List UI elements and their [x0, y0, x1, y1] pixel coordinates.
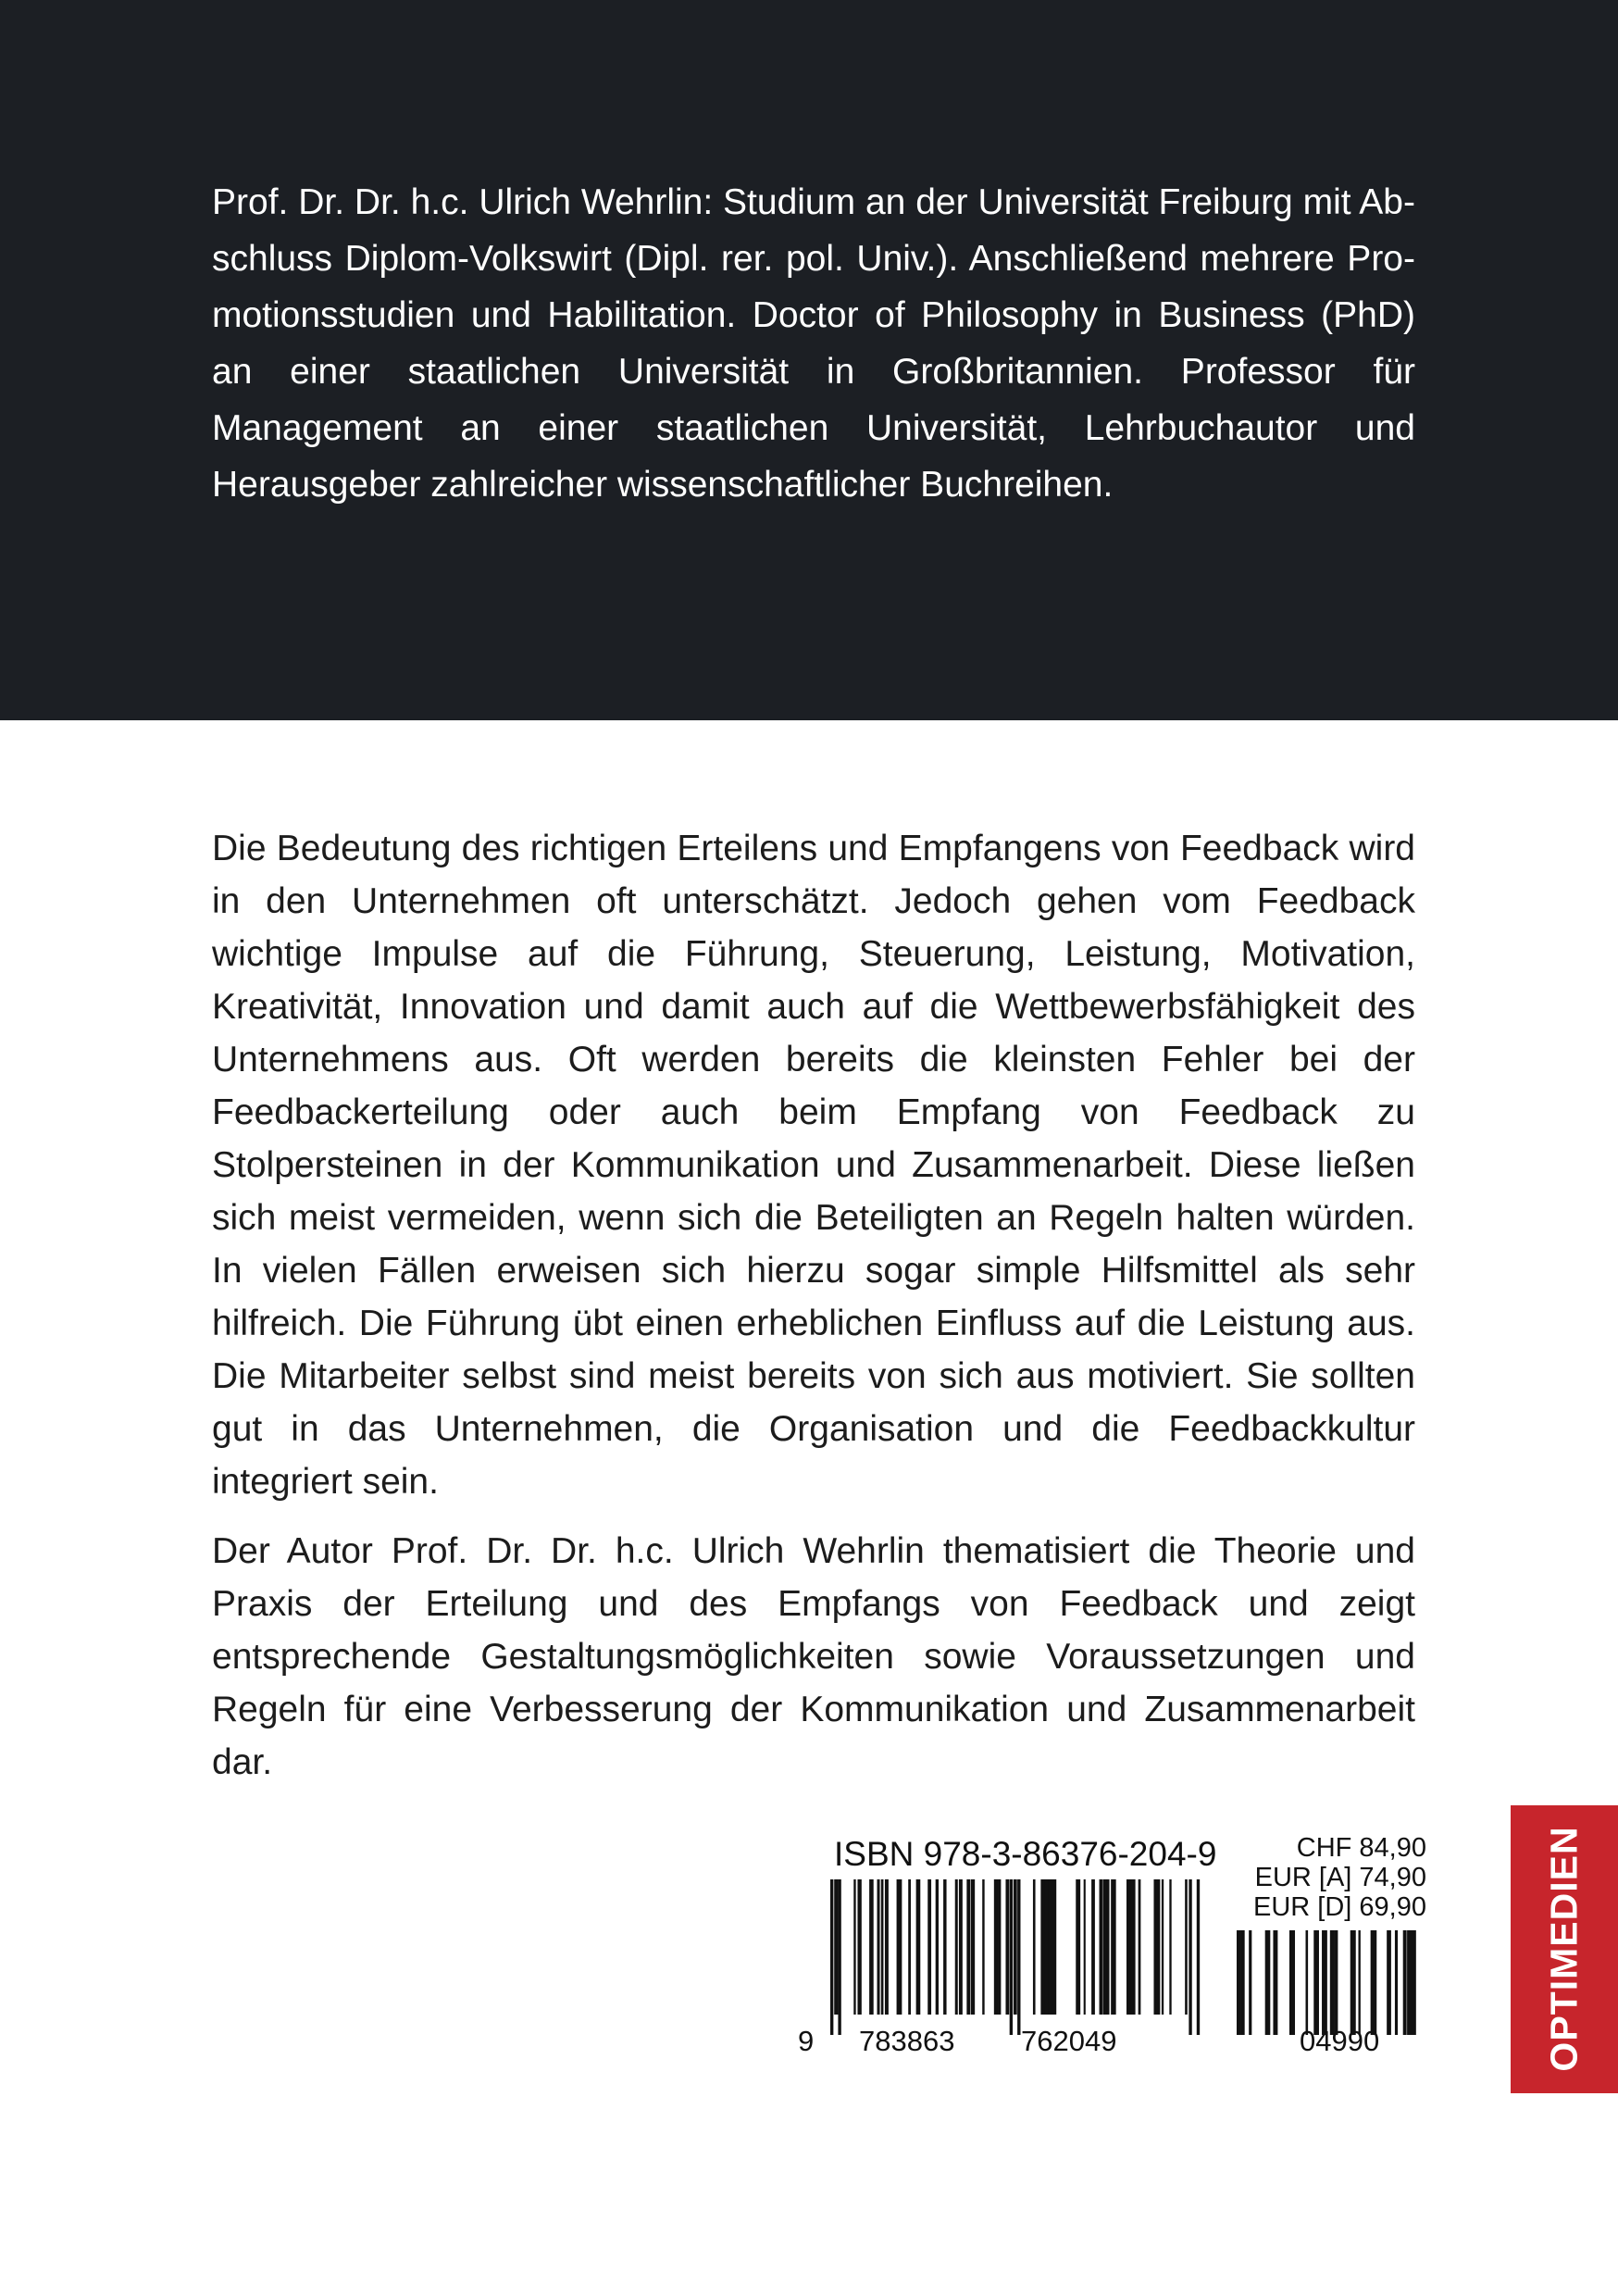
barcode-bar [936, 1879, 939, 2015]
barcode-bar [1350, 1930, 1356, 2035]
barcode-bar [959, 1879, 963, 2015]
barcode-bar [1014, 1879, 1017, 2015]
barcode-bar [1240, 1930, 1244, 2035]
barcode-bar [1017, 1879, 1020, 2035]
barcode-bar [1126, 1879, 1131, 2015]
barcode-bar [1403, 1930, 1407, 2035]
price-eur-d: EUR [D] 69,90 [1253, 1892, 1426, 1922]
barcode-bar [916, 1879, 921, 2015]
barcode-addon-digits: 04990 [1300, 2025, 1380, 2057]
barcode-right-digits: 762049 [1021, 2025, 1117, 2057]
barcode-bar [1076, 1879, 1080, 2015]
barcode-bar [1010, 1879, 1013, 2035]
barcode-bar [1185, 1879, 1188, 2015]
barcode-bar [1322, 1930, 1327, 2035]
barcode-bar [971, 1879, 976, 2015]
barcode-bar [1103, 1879, 1107, 2015]
price-chf: CHF 84,90 [1296, 1833, 1426, 1863]
barcode-bar [966, 1879, 970, 2015]
barcode-bar [897, 1879, 902, 2015]
barcode-bar [1189, 1879, 1191, 2035]
barcode-bar [1371, 1930, 1375, 2035]
barcode-bar [955, 1879, 958, 2015]
barcode-bar [877, 1879, 880, 2015]
barcode-bar [1197, 1879, 1200, 2035]
barcode-bar [1111, 1879, 1116, 2015]
barcode-bar [1100, 1879, 1103, 2015]
barcode-bar [834, 1879, 838, 2015]
price-list [1203, 1833, 1426, 1922]
barcode-bar [1237, 1930, 1240, 2035]
barcode-bar [1052, 1879, 1056, 2015]
barcode-bar [1358, 1930, 1360, 2035]
barcode-bar [1169, 1879, 1171, 2015]
barcode-bar [838, 1879, 840, 2035]
barcode-bar [1091, 1879, 1095, 2015]
barcode-bar [908, 1879, 911, 2015]
barcode-lead-digit: 9 [798, 2025, 815, 2057]
description-paragraph: Der Autor Prof. Dr. Dr. h.c. Ulrich Wehrlin thematisiert die Theorie und Praxis der Erteilung und des Empfangs von Feedback und zeigt entsprechende Gestaltungsmöglichkeiten sowie Voraussetzungen und Regeln für eine Verbesserung der Kommunikation und Zusammenarbeit dar. [212, 1531, 1415, 1782]
barcode-bar [1273, 1930, 1277, 2035]
barcode-bar [857, 1879, 861, 2015]
barcode-bar [1265, 1930, 1271, 2035]
barcode-bar [1049, 1879, 1053, 2015]
isbn-barcode [830, 1879, 1201, 2035]
barcode-bar [1084, 1879, 1086, 2015]
barcode-bar [1249, 1930, 1251, 2035]
barcode-bar [998, 1879, 1001, 2015]
publisher-logo [1511, 1805, 1618, 2093]
barcode-bar [927, 1879, 931, 2015]
barcode-bar [885, 1879, 889, 2015]
barcode-bar [1387, 1930, 1391, 2035]
price-eur-a: EUR [A] 74,90 [1254, 1863, 1426, 1892]
barcode-bar [1375, 1930, 1376, 2035]
barcode-bar [1033, 1879, 1036, 2015]
barcode-bar [881, 1879, 884, 2015]
description-paragraph: Die Bedeutung des richtigen Erteilens und Empfangens von Feedback wird in den Unternehmen oft unterschätzt. Jedoch gehen vom Feedback wichtige Impulse auf die Führung, Steuerung, Leistung, Motivation, Kreativität, Innovation und damit auch auf die Wettbewerbsfähigkeit des Unternehmens aus. Oft werden bereits die kleinsten Fehler bei der Feedbackerteilung oder auch beim Empfang von Feedback zu Stolpersteinen in der Kommunikation und Zusammenarbeit. Diese ließen sich meist vermeiden, wenn sich die Beteiligten an Regeln halten würden. In vielen Fällen erweisen sich hierzu sogar simple Hilfsmittel als sehr hilfreich. Die Führung übt einen erheblichen Einfluss auf die Leistung aus. Die Mitarbeiter selbst sind meist bereits von sich aus motiviert. Sie sollten gut in das Unternehmen, die Organisation und die Feedbackkultur integriert sein. [212, 829, 1415, 1502]
barcode-bar [1158, 1879, 1161, 2015]
barcode-bar [853, 1879, 855, 2015]
barcode-bar [869, 1879, 874, 2015]
barcode-bar [1334, 1930, 1338, 2035]
barcode-bar [1107, 1879, 1110, 2015]
isbn-label: ISBN 978-3-86376-204-9 [834, 1835, 1217, 1873]
barcode-bar [1313, 1930, 1319, 2035]
barcode-bar [1411, 1930, 1415, 2035]
barcode-left-digits: 783863 [859, 2025, 955, 2057]
barcode-bar [1162, 1879, 1164, 2015]
author-bio: Prof. Dr. Dr. h.c. Ulrich Wehrlin: Studium an der Universität Freiburg mit Abschluss Diplom-Volkswirt (Dipl. rer. pol. Univ.). Anschließend mehrere Promotionsstudien und Habilitation. Doctor of Philosophy in Business (PhD) an einer staatlichen Universität in Großbritannien. Professor für Management an einer staatlichen Universität, Lehrbuchautor und Herausgeber zahlreicher wissenschaftlicher Buchreihen. [212, 182, 1415, 505]
barcode-bar [1005, 1879, 1009, 2015]
barcode-bar [1395, 1930, 1398, 2035]
barcode-bar [1330, 1930, 1335, 2035]
barcode-bar [943, 1879, 946, 2015]
publisher-name: OPTIMEDIEN [1542, 1826, 1586, 2072]
barcode-bar [982, 1879, 984, 2015]
barcode-bar [830, 1879, 833, 2035]
barcode-bar [1130, 1879, 1135, 2015]
barcode-bar [1289, 1930, 1295, 2035]
barcode-bar [1306, 1930, 1309, 2035]
barcode-bar [1139, 1879, 1141, 2015]
barcode-bar [994, 1879, 999, 2015]
author-bio-panel [0, 0, 1618, 720]
price-addon-barcode [1237, 1930, 1427, 2035]
